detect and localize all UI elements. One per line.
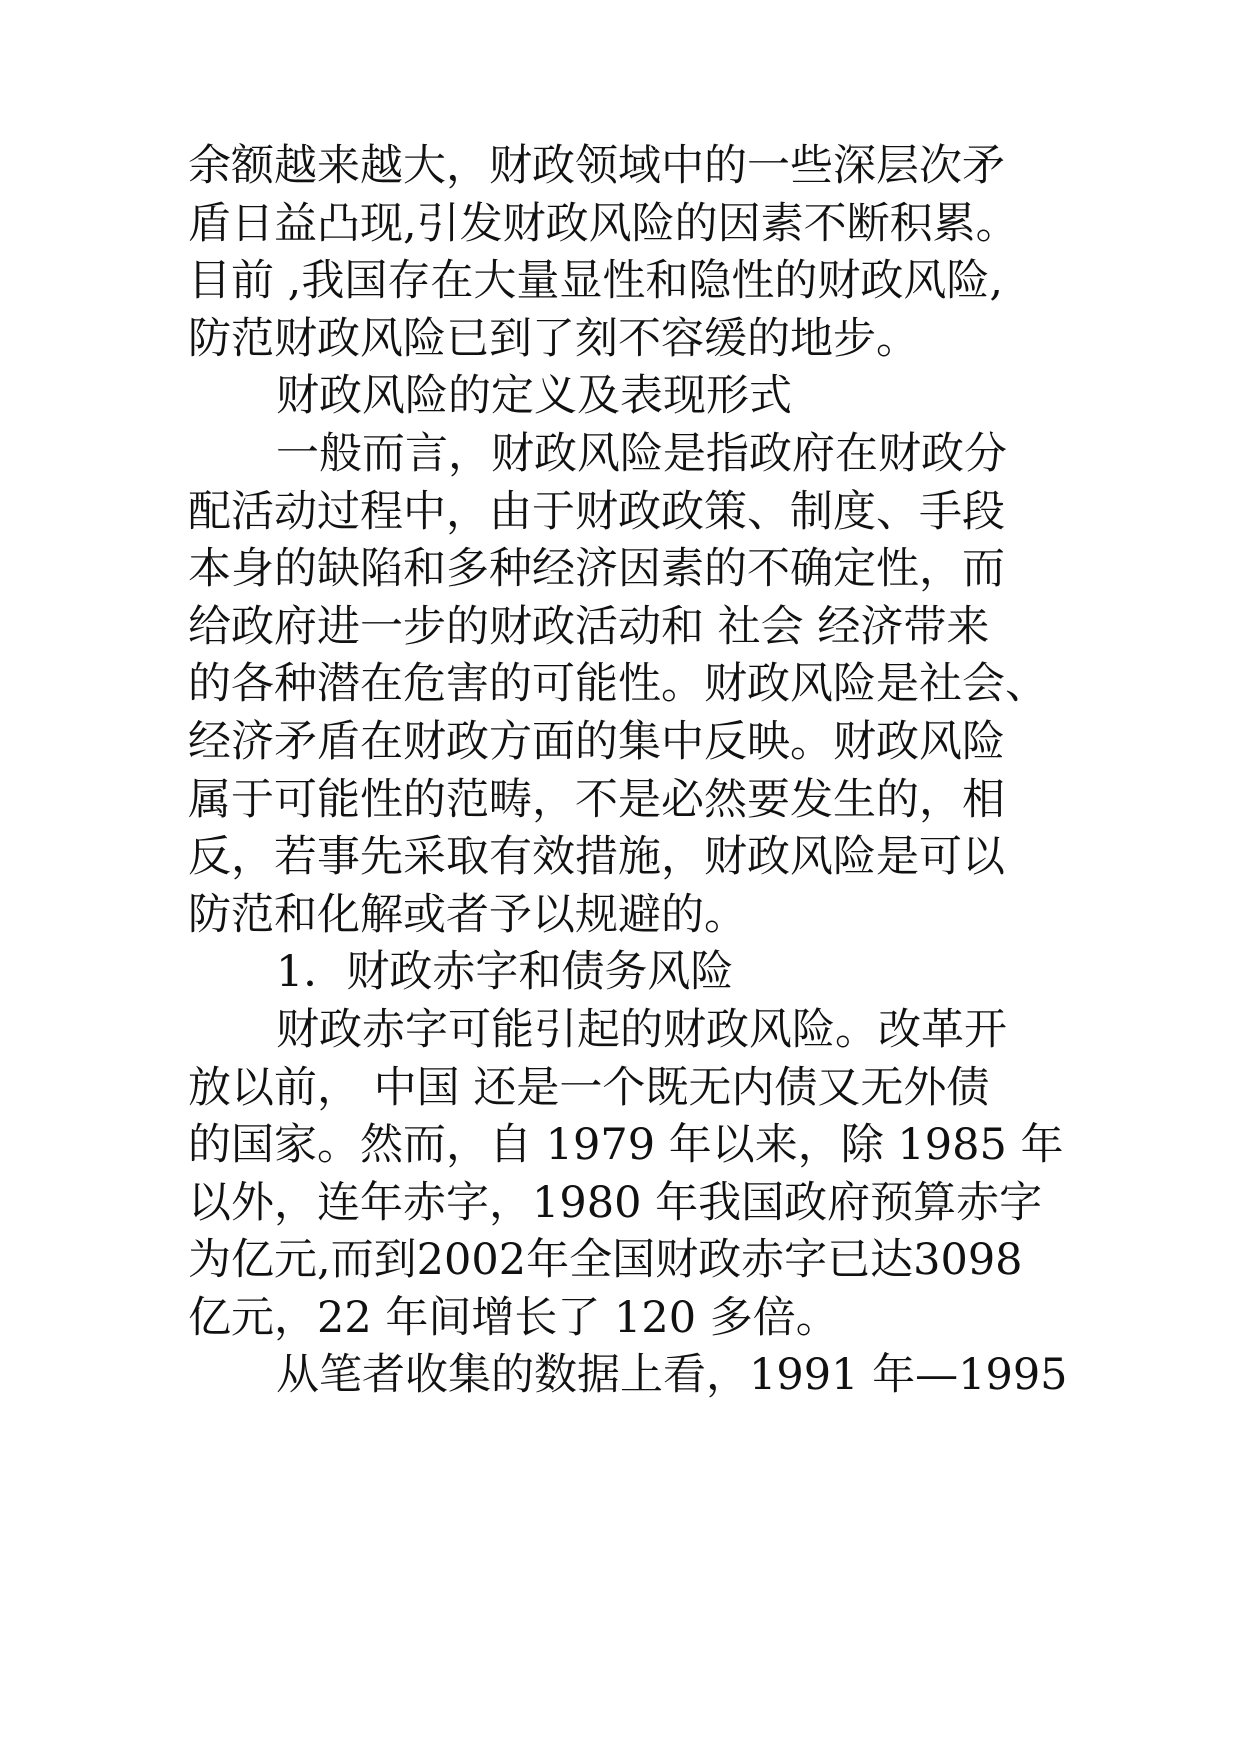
text-line: 亿元，22 年间增长了 120 多倍。: [188, 1292, 839, 1343]
text-line: 以外，连年赤字，1980 年我国政府预算赤字: [188, 1177, 1043, 1228]
text-line: 的国家。然而，自 1979 年以来，除 1985 年: [188, 1120, 1064, 1171]
section-heading: 财政风险的定义及表现形式: [276, 371, 792, 422]
text-line: 目前 ,我国存在大量显性和隐性的财政风险,: [188, 256, 1004, 307]
text-line: 反，若事先采取有效措施，财政风险是可以: [188, 832, 1005, 883]
text-line: 经济矛盾在财政方面的集中反映。财政风险: [188, 716, 1005, 767]
text-line: 一般而言，财政风险是指政府在财政分: [276, 428, 1007, 479]
text-line: 属于可能性的范畴，不是必然要发生的，相: [188, 774, 1005, 825]
body-text: [188, 138, 1088, 1405]
text-line: 余额越来越大，财政领域中的一些深层次矛: [188, 141, 1005, 191]
text-line: 配活动过程中，由于财政政策、制度、手段: [188, 486, 1005, 537]
text-line: 盾日益凸现,引发财政风险的因素不断积累。: [188, 198, 1019, 249]
text-line: 给政府进一步的财政活动和 社会 经济带来: [188, 601, 990, 652]
text-line: 防范财政风险已到了刻不容缓的地步。: [188, 313, 919, 364]
text-line: 防范和化解或者予以规避的。: [188, 889, 747, 940]
text-line: 的各种潜在危害的可能性。财政风险是社会、: [188, 659, 1048, 710]
text-line: 财政赤字可能引起的财政风险。改革开: [276, 1004, 1007, 1055]
text-line: 为亿元,而到2002年全国财政赤字已达3098: [188, 1235, 1023, 1286]
section-heading: 1．财政赤字和债务风险: [276, 947, 734, 998]
text-line: 从笔者收集的数据上看，1991 年—1995: [276, 1350, 1068, 1401]
text-line: 放以前， 中国 还是一个既无内债又无外债: [188, 1062, 990, 1113]
text-line: 本身的缺陷和多种经济因素的不确定性，而: [188, 544, 1005, 595]
